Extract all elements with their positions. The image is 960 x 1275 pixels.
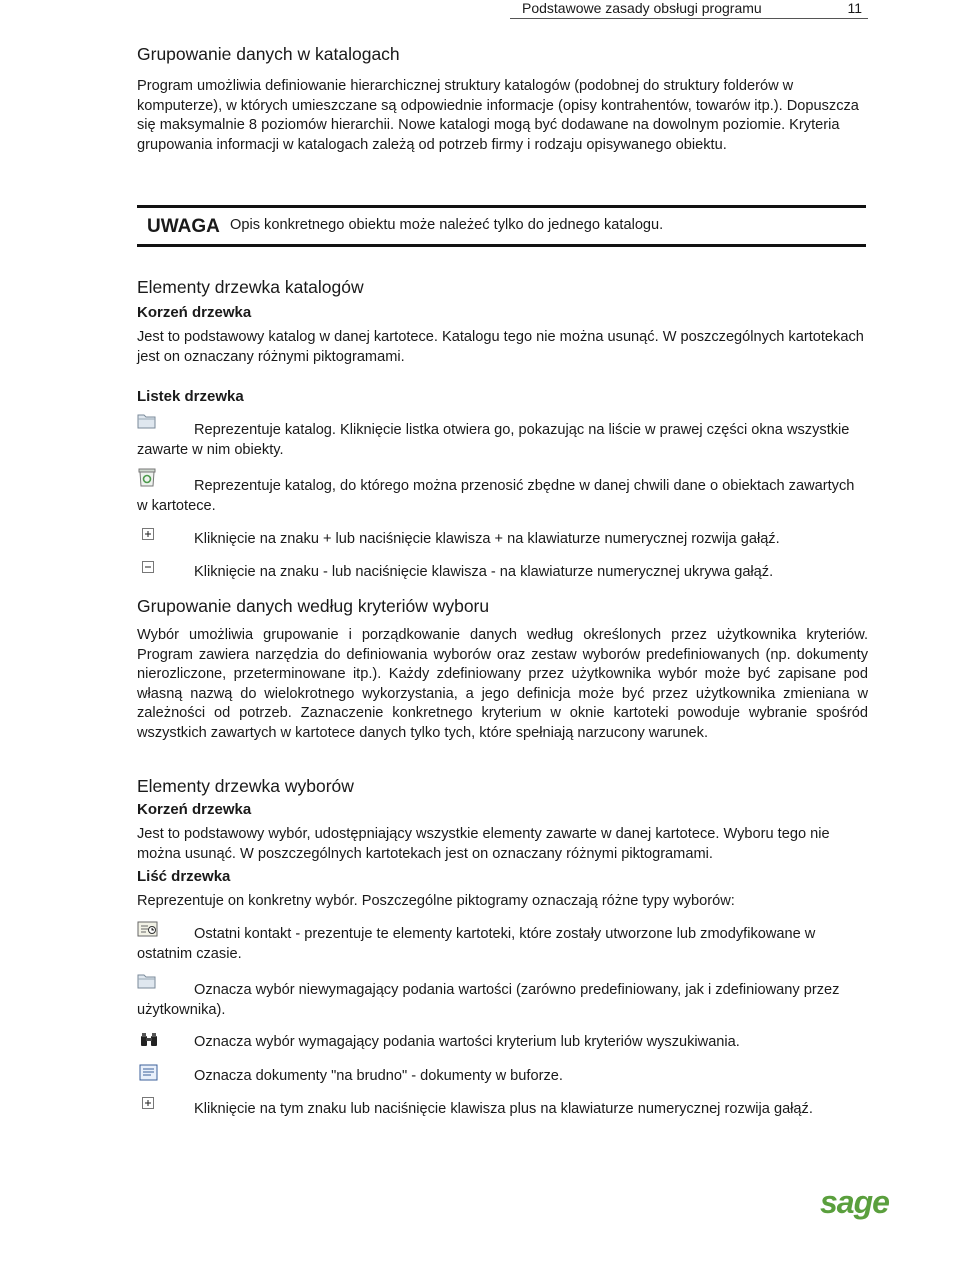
section-heading-catalog-tree: Elementy drzewka katalogów xyxy=(137,277,364,297)
selection-paragraph: Wybór umożliwia grupowanie i porządkowanie danych według określonych przez użytkownika kryteriów. Program zawiera narzędzia do definiowania wyborów oraz zestaw wyborów predefiniowanych (np. dokumenty nierozliczone, przeterminowane itp.). Każdy zdefiniowany przez użytkownika wybór może być zapisane pod własną nazwą do wielokrotnego wykorzystania, a jego definicja może być przez użytkownika zmieniana w zależności od potrzeb. Zaznaczenie konkretnego kryterium w oknie kartoteki powoduje wybranie spośród wszystkich zawartych w kartotece danych tylko tych, które spełniają narzucony warunek. xyxy=(137,627,868,741)
subheading-root-selection: Korzeń drzewka xyxy=(137,801,252,818)
leaf-intro: Reprezentuje on konkretny wybór. Poszczególne piktogramy oznaczają różne typy wyborów: xyxy=(137,893,735,909)
root-paragraph: Jest to podstawowy katalog w danej kartotece. Katalogu tego nie można usunąć. W poszczególnych kartotekach jest on oznaczany różnymi piktogramami. xyxy=(137,329,864,365)
selection-item-plus: Kliknięcie na tym znaku lub naciśnięcie klawisza plus na klawiaturze numerycznej rozwija gałąź. xyxy=(194,1101,813,1117)
section-heading-catalogs: Grupowanie danych w katalogach xyxy=(137,44,400,64)
section-heading-selection-tree: Elementy drzewka wyborów xyxy=(137,776,354,796)
leaf-item-minus: Kliknięcie na znaku - lub naciśnięcie klawisza - na klawiaturze numerycznej ukrywa gałąź. xyxy=(194,564,774,580)
header-title: Podstawowe zasady obsługi programu xyxy=(522,0,762,16)
leaf-item-plus: Kliknięcie na znaku + lub naciśnięcie klawisza + na klawiaturze numerycznej rozwija gałąź. xyxy=(194,531,780,547)
page-header xyxy=(510,0,868,19)
draft-document-icon xyxy=(139,1064,159,1082)
binoculars-icon xyxy=(140,1032,158,1048)
root-selection-paragraph: Jest to podstawowy wybór, udostępniający wszystkie elementy zawarte w danej kartotece. Wyboru tego nie można usunąć. W poszczególnych kartotekach jest on oznaczany różnymi piktogramami. xyxy=(137,826,830,862)
subheading-root: Korzeń drzewka xyxy=(137,304,252,321)
selection-item-recent: Ostatni kontakt - prezentuje te elementy kartoteki, które zostały utworzone lub zmodyfikowane w ostatnim czasie. xyxy=(137,926,816,962)
selection-item-search: Oznacza wybór wymagający podania wartości kryterium lub kryteriów wyszukiwania. xyxy=(194,1034,740,1050)
page-number: 11 xyxy=(847,0,862,16)
catalogs-paragraph: Program umożliwia definiowanie hierarchicznej struktury katalogów (podobnej do struktury folderów w komputerze), w których umieszczane są odpowiednie informacje (opisy kontrahentów, towarów itp.). Dopuszcza się maksymalnie 8 poziomów hierarchii. Nowe katalogi mogą być dodawane na dowolnym poziomie. Kryteria grupowania informacji w katalogach zależą od potrzeb firmy i rodzaju opisywanego obiektu. xyxy=(137,78,859,153)
section-heading-selection: Grupowanie danych według kryteriów wyboru xyxy=(137,596,490,616)
subheading-leaf: Listek drzewka xyxy=(137,388,244,405)
warning-note xyxy=(137,205,866,247)
selection-item-folder: Oznacza wybór niewymagający podania wartości (zarówno predefiniowany, jak i zdefiniowany przez użytkownika). xyxy=(137,982,840,1018)
sage-logo: sage xyxy=(820,1184,889,1220)
leaf-item-folder: Reprezentuje katalog. Kliknięcie listka otwiera go, pokazując na liście w prawej części okna wszystkie zawarte w nim obiekty. xyxy=(137,422,850,458)
warning-text: Opis konkretnego obiektu może należeć tylko do jednego katalogu. xyxy=(230,217,664,233)
selection-item-draft: Oznacza dokumenty "na brudno" - dokumenty w buforze. xyxy=(194,1068,563,1084)
leaf-item-bin: Reprezentuje katalog, do którego można przenosić zbędne w danej chwili dane o obiektach zawartych w kartotece. xyxy=(137,478,855,514)
warning-label: UWAGA xyxy=(147,216,220,237)
subheading-leaf-selection: Liść drzewka xyxy=(137,868,231,885)
plus-box-icon xyxy=(142,528,154,540)
minus-box-icon xyxy=(142,561,154,573)
